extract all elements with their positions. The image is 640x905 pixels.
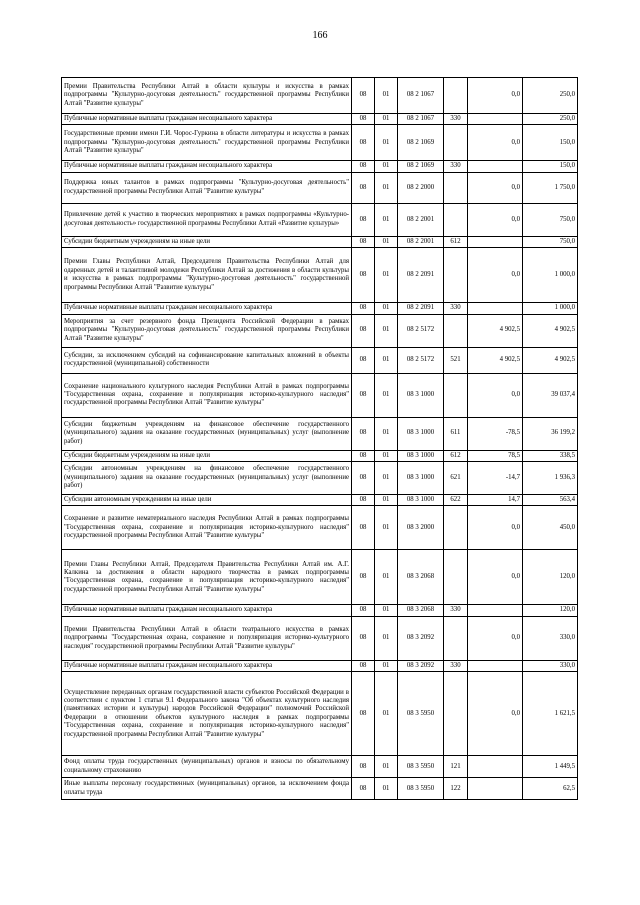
target-article-code: 08 2 1069 (398, 161, 444, 172)
item-description: Субсидии бюджетным учреждениям на иные цели (62, 450, 352, 461)
expense-type-code (444, 125, 468, 161)
amount-total: 563,4 (523, 495, 578, 506)
target-article-code: 08 3 5950 (398, 756, 444, 778)
amount-total: 250,0 (523, 78, 578, 114)
expense-type-code: 612 (444, 236, 468, 247)
amount-total: 36 199,2 (523, 417, 578, 450)
item-description: Публичные нормативные выплаты гражданам несоциального характера (62, 161, 352, 172)
expense-type-code (444, 506, 468, 550)
item-description: Премии Главы Республики Алтай, Председателя Правительства Республики Алтай для одаренных детей и талантливой молодежи Республики Алтай за достижения в области культуры и искусства в рамках подпрограммы "Культурно-досуговая деятельность" государственной программы Республики Алтай "Развитие культуры" (62, 248, 352, 303)
amount-change: 0,0 (468, 373, 523, 417)
expense-type-code (444, 172, 468, 203)
amount-change: 0,0 (468, 172, 523, 203)
target-article-code: 08 3 1000 (398, 417, 444, 450)
amount-change (468, 660, 523, 671)
amount-change: 78,5 (468, 450, 523, 461)
amount-change: 0,0 (468, 506, 523, 550)
amount-total: 62,5 (523, 778, 578, 800)
expense-type-code: 121 (444, 756, 468, 778)
table-row (62, 161, 578, 172)
amount-total: 150,0 (523, 125, 578, 161)
target-article-code: 08 2 5172 (398, 314, 444, 347)
target-article-code: 08 3 2000 (398, 506, 444, 550)
section-code: 08 (352, 172, 375, 203)
amount-total: 750,0 (523, 236, 578, 247)
item-description: Фонд оплаты труда государственных (муниципальных) органов и взносы по обязательному социальному страхованию (62, 756, 352, 778)
target-article-code: 08 3 2068 (398, 605, 444, 616)
expense-type-code: 330 (444, 303, 468, 314)
amount-change (468, 778, 523, 800)
section-code: 08 (352, 660, 375, 671)
amount-change: 0,0 (468, 616, 523, 660)
table-row (62, 248, 578, 303)
subsection-code: 01 (375, 373, 398, 417)
subsection-code: 01 (375, 778, 398, 800)
target-article-code: 08 2 2091 (398, 248, 444, 303)
table-row (62, 495, 578, 506)
target-article-code: 08 2 2001 (398, 236, 444, 247)
amount-change: 0,0 (468, 203, 523, 236)
subsection-code: 01 (375, 495, 398, 506)
page-number: 166 (312, 30, 328, 41)
table-row (62, 78, 578, 114)
target-article-code: 08 2 2000 (398, 172, 444, 203)
item-description: Осуществление переданных органам государственной власти субъектов Российской Федерации в соответствии с пунктом 1 статьи 9.1 Федерального закона "Об объектах культурного наследия (памятниках истории и культуры) народов Российской Федерации" полномочий Российской Федерации в отношении объектов культурного наследия в рамках подпрограммы "Государственная охрана, сохранение и популяризация историко-культурного наследия" государственной программы Республики Алтай "Развитие культуры" (62, 672, 352, 756)
target-article-code: 08 3 5950 (398, 778, 444, 800)
table-body (62, 78, 578, 800)
amount-change: 0,0 (468, 550, 523, 605)
subsection-code: 01 (375, 506, 398, 550)
section-code: 08 (352, 236, 375, 247)
table-row (62, 203, 578, 236)
item-description: Субсидии бюджетным учреждениям на финансовое обеспечение государственного (муниципального) задания на оказание государственных (муниципальных) услуг (выполнение работ) (62, 417, 352, 450)
subsection-code: 01 (375, 672, 398, 756)
amount-total: 4 902,5 (523, 314, 578, 347)
target-article-code: 08 3 2068 (398, 550, 444, 605)
table-row (62, 347, 578, 373)
item-description: Субсидии, за исключением субсидий на софинансирование капитальных вложений в объекты государственной (муниципальной) собственности (62, 347, 352, 373)
section-code: 08 (352, 248, 375, 303)
table-row (62, 462, 578, 495)
amount-total: 120,0 (523, 550, 578, 605)
item-description: Субсидии автономным учреждениям на финансовое обеспечение государственного (муниципального) задания на оказание государственных (муниципальных) услуг (выполнение работ) (62, 462, 352, 495)
subsection-code: 01 (375, 314, 398, 347)
expense-type-code (444, 248, 468, 303)
amount-total: 1 000,0 (523, 303, 578, 314)
subsection-code: 01 (375, 303, 398, 314)
target-article-code: 08 3 5950 (398, 672, 444, 756)
table-row (62, 506, 578, 550)
amount-change: 4 902,5 (468, 347, 523, 373)
subsection-code: 01 (375, 161, 398, 172)
amount-change: 0,0 (468, 248, 523, 303)
section-code: 08 (352, 450, 375, 461)
section-code: 08 (352, 778, 375, 800)
expense-type-code: 330 (444, 161, 468, 172)
item-description: Премии Правительства Республики Алтай в области культуры и искусства в рамках подпрограммы "Культурно-досуговая деятельность" государственной программы Республики Алтай "Развитие культуры" (62, 78, 352, 114)
amount-total: 330,0 (523, 660, 578, 671)
expense-type-code (444, 78, 468, 114)
expense-type-code: 611 (444, 417, 468, 450)
amount-change (468, 114, 523, 125)
amount-change: -14,7 (468, 462, 523, 495)
table-row (62, 550, 578, 605)
subsection-code: 01 (375, 450, 398, 461)
table-row (62, 114, 578, 125)
item-description: Премии Главы Республики Алтай, Председателя Правительства Республики Алтай им. А.Г. Калкина за достижения в области народного творчества в рамках подпрограммы "Государственная охрана, сохранение и популяризация историко-культурного наследия" государственной программы Республики Алтай "Развитие культуры" (62, 550, 352, 605)
section-code: 08 (352, 373, 375, 417)
target-article-code: 08 3 2092 (398, 660, 444, 671)
subsection-code: 01 (375, 125, 398, 161)
subsection-code: 01 (375, 347, 398, 373)
budget-table (61, 77, 578, 800)
target-article-code: 08 2 2091 (398, 303, 444, 314)
subsection-code: 01 (375, 114, 398, 125)
amount-total: 1 936,3 (523, 462, 578, 495)
section-code: 08 (352, 347, 375, 373)
subsection-code: 01 (375, 462, 398, 495)
subsection-code: 01 (375, 417, 398, 450)
target-article-code: 08 2 2001 (398, 203, 444, 236)
expense-type-code: 122 (444, 778, 468, 800)
item-description: Иные выплаты персоналу государственных (муниципальных) органов, за исключением фонда оплаты труда (62, 778, 352, 800)
subsection-code: 01 (375, 605, 398, 616)
amount-total: 150,0 (523, 161, 578, 172)
item-description: Государственные премии имени Г.И. Чорос-Гуркина в области литературы и искусства в рамках подпрограммы "Культурно-досуговая деятельность" государственной программы Республики Алтай "Развитие культуры" (62, 125, 352, 161)
item-description: Публичные нормативные выплаты гражданам несоциального характера (62, 114, 352, 125)
amount-total: 450,0 (523, 506, 578, 550)
amount-change (468, 756, 523, 778)
section-code: 08 (352, 314, 375, 347)
target-article-code: 08 3 1000 (398, 462, 444, 495)
section-code: 08 (352, 303, 375, 314)
subsection-code: 01 (375, 660, 398, 671)
target-article-code: 08 2 1067 (398, 114, 444, 125)
item-description: Публичные нормативные выплаты гражданам несоциального характера (62, 303, 352, 314)
subsection-code: 01 (375, 616, 398, 660)
expense-type-code (444, 672, 468, 756)
item-description: Публичные нормативные выплаты гражданам несоциального характера (62, 660, 352, 671)
amount-total: 330,0 (523, 616, 578, 660)
expense-type-code (444, 203, 468, 236)
amount-total: 1 750,0 (523, 172, 578, 203)
section-code: 08 (352, 203, 375, 236)
amount-total: 1 000,0 (523, 248, 578, 303)
subsection-code: 01 (375, 203, 398, 236)
amount-change: 0,0 (468, 125, 523, 161)
amount-total: 1 621,5 (523, 672, 578, 756)
subsection-code: 01 (375, 756, 398, 778)
subsection-code: 01 (375, 550, 398, 605)
section-code: 08 (352, 78, 375, 114)
table-row (62, 303, 578, 314)
item-description: Публичные нормативные выплаты гражданам несоциального характера (62, 605, 352, 616)
expense-type-code: 330 (444, 605, 468, 616)
expense-type-code: 612 (444, 450, 468, 461)
item-description: Сохранение и развитие нематериального наследия Республики Алтай в рамках подпрограммы "Государственная охрана, сохранение и популяризация историко-культурного наследия" государственной программы Республики Алтай "Развитие культуры" (62, 506, 352, 550)
subsection-code: 01 (375, 78, 398, 114)
amount-change: 14,7 (468, 495, 523, 506)
table-row (62, 605, 578, 616)
amount-change: 0,0 (468, 672, 523, 756)
target-article-code: 08 2 1069 (398, 125, 444, 161)
item-description: Мероприятия за счет резервного фонда Президента Российской Федерации в рамках подпрограммы "Культурно-досуговая деятельность" государственной программы Республики Алтай "Развитие культуры" (62, 314, 352, 347)
item-description: Поддержка юных талантов в рамках подпрограммы "Культурно-досуговая деятельность" государственной программы Республики Алтай "Развитие культуры" (62, 172, 352, 203)
section-code: 08 (352, 756, 375, 778)
amount-total: 1 449,5 (523, 756, 578, 778)
target-article-code: 08 3 1000 (398, 495, 444, 506)
table-row (62, 314, 578, 347)
section-code: 08 (352, 672, 375, 756)
section-code: 08 (352, 506, 375, 550)
expense-type-code (444, 314, 468, 347)
section-code: 08 (352, 462, 375, 495)
section-code: 08 (352, 161, 375, 172)
target-article-code: 08 2 1067 (398, 78, 444, 114)
target-article-code: 08 3 1000 (398, 450, 444, 461)
table-row (62, 616, 578, 660)
expense-type-code (444, 616, 468, 660)
amount-total: 39 037,4 (523, 373, 578, 417)
subsection-code: 01 (375, 248, 398, 303)
expense-type-code: 330 (444, 660, 468, 671)
section-code: 08 (352, 495, 375, 506)
section-code: 08 (352, 114, 375, 125)
expense-type-code: 622 (444, 495, 468, 506)
table-row (62, 417, 578, 450)
amount-total: 120,0 (523, 605, 578, 616)
amount-change: -78,5 (468, 417, 523, 450)
amount-total: 4 902,5 (523, 347, 578, 373)
section-code: 08 (352, 616, 375, 660)
table-row (62, 778, 578, 800)
amount-total: 338,5 (523, 450, 578, 461)
table-row (62, 373, 578, 417)
table-row (62, 450, 578, 461)
table-row (62, 660, 578, 671)
amount-change (468, 605, 523, 616)
table-row (62, 756, 578, 778)
target-article-code: 08 3 1000 (398, 373, 444, 417)
section-code: 08 (352, 550, 375, 605)
amount-total: 750,0 (523, 203, 578, 236)
item-description: Субсидии автономным учреждениям на иные цели (62, 495, 352, 506)
amount-change (468, 161, 523, 172)
item-description: Премии Правительства Республики Алтай в области театрального искусства в рамках подпрограммы "Государственная охрана, сохранение и популяризация историко-культурного наследия" государственной программы Республики Алтай "Развитие культуры" (62, 616, 352, 660)
amount-total: 250,0 (523, 114, 578, 125)
expense-type-code: 521 (444, 347, 468, 373)
amount-change: 4 902,5 (468, 314, 523, 347)
item-description: Субсидии бюджетным учреждениям на иные цели (62, 236, 352, 247)
table-row (62, 672, 578, 756)
section-code: 08 (352, 417, 375, 450)
expense-type-code: 621 (444, 462, 468, 495)
section-code: 08 (352, 605, 375, 616)
table-row (62, 125, 578, 161)
target-article-code: 08 3 2092 (398, 616, 444, 660)
subsection-code: 01 (375, 172, 398, 203)
subsection-code: 01 (375, 236, 398, 247)
item-description: Привлечение детей к участию в творческих мероприятиях в рамках подпрограммы «Культурно-досуговая деятельность» государственной программы Республики Алтай «Развитие культуры» (62, 203, 352, 236)
expense-type-code (444, 373, 468, 417)
expense-type-code: 330 (444, 114, 468, 125)
item-description: Сохранение национального культурного наследия Республики Алтай в рамках подпрограммы "Государственная охрана, сохранение и популяризация историко-культурного наследия" государственной программы Республики Алтай "Развитие культуры" (62, 373, 352, 417)
table-row (62, 172, 578, 203)
table-row (62, 236, 578, 247)
amount-change (468, 236, 523, 247)
amount-change: 0,0 (468, 78, 523, 114)
section-code: 08 (352, 125, 375, 161)
target-article-code: 08 2 5172 (398, 347, 444, 373)
amount-change (468, 303, 523, 314)
expense-type-code (444, 550, 468, 605)
